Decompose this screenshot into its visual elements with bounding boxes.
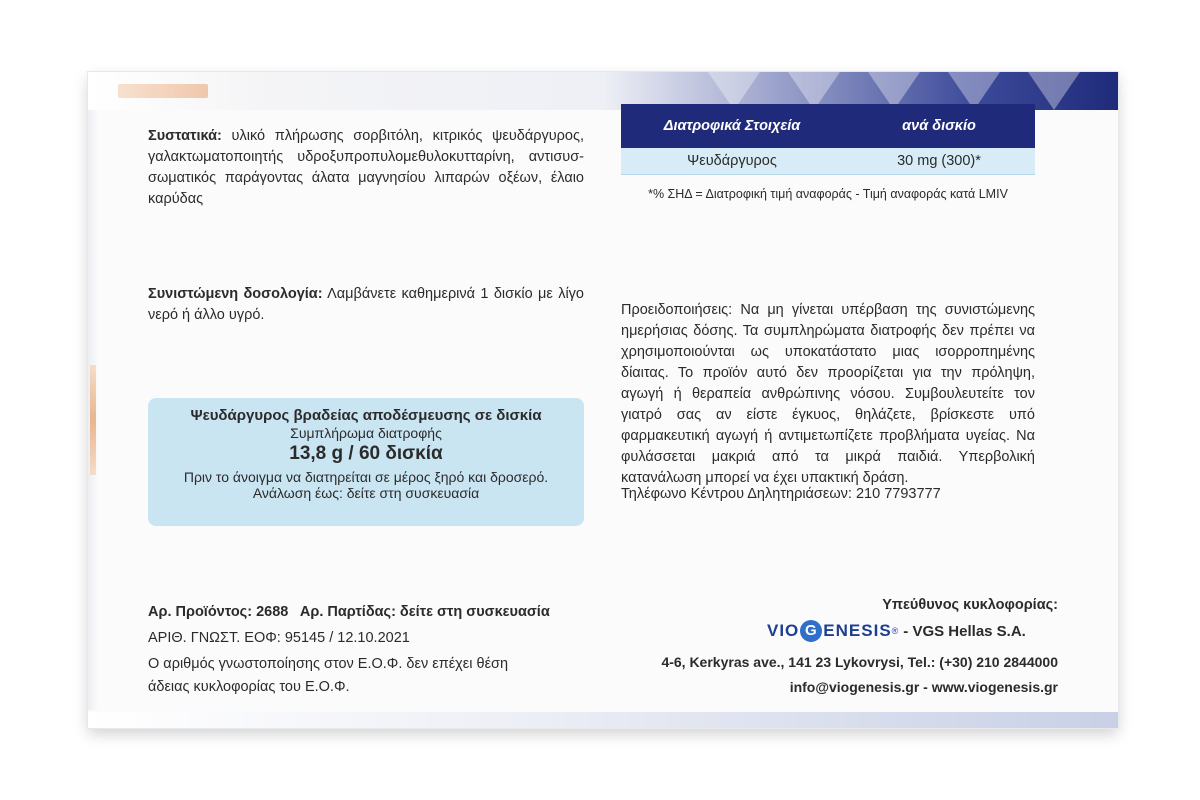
ingredients-block (148, 126, 584, 210)
package-bottom-edge (88, 712, 1118, 728)
warnings-text: Να μη γίνεται υπέρβαση της συνιστώμενης ημερήσιας δόσης. Τα συμπληρώματα διατροφής δεν πρέπει να χρησιμοποιούνται ως υποκατάστατο μιας ισορροπημένης δίαιτας. Το προϊόν αυτό δεν προορίζεται για την πρόληψη, αγωγή ή θεραπεία ανθρώπινης νόσου. Συμβουλευτείτε τον γιατρό σας αν είστε έγκυος, θηλάζετε, βρίσκεστε υπό φαρμακευτική αγωγή ή αντιμετωπίζετε προβλήματα υγείας. Να φυλάσσεται μακριά από τα μικρά παιδιά. Υπερβολική κατανάλωση μπορεί να έχει υπακτική δράση. (621, 302, 1036, 486)
ingredients-text: υλικό πλήρωσης σορβιτόλη, κιτρικός ψευδάργυρος, γαλακτωματοποιητής υδροξυπροπυλομεθυλοκυτταρίνη, αντισυσ-σωματικός παράγοντας άλατα μαγνησίου λιπαρών οξέων, έλαιο καρύδας (148, 128, 584, 207)
nutrition-row-value: 30 mg (300)* (897, 153, 981, 169)
eof-note-line2: άδειας κυκλοφορίας του Ε.Ο.Φ. (148, 679, 350, 695)
eof-number-line: ΑΡΙΘ. ΓΝΩΣΤ. ΕΟΦ: 95145 / 12.10.2021 (148, 630, 410, 646)
nutrition-row-name: Ψευδάργυρος (687, 153, 777, 169)
product-subtitle: Συμπλήρωμα διατροφής (290, 425, 442, 441)
nutrition-row (621, 148, 1035, 175)
dosage-text: Λαμβάνετε καθημερινά 1 δισκίο με λίγο νερό ή άλλο υγρό. (148, 286, 584, 323)
package-left-flap (88, 110, 98, 710)
logo-g-circle-icon: G (800, 620, 822, 642)
eof-note-line1: Ο αριθμός γνωστοποίησης στον Ε.Ο.Φ. δεν επέχει θέση (148, 656, 509, 672)
product-title: Ψευδάργυρος βραδείας αποδέσμευσης σε δισκία (190, 407, 542, 424)
nutrition-col2: ανά δισκίο (902, 118, 976, 134)
dosage-label: Συνιστώμενη δοσολογία: (148, 286, 323, 302)
nutrition-footnote: *% ΣΗΔ = Διατροφική τιμή αναφοράς - Τιμή αναφοράς κατά LMIV (648, 187, 1008, 201)
distributor-address: 4-6, Kerkyras ave., 141 23 Lykovrysi, Tel.: (+30) 210 2844000 (661, 654, 1058, 670)
distributor-contact: info@viogenesis.gr - www.viogenesis.gr (789, 679, 1058, 695)
orange-print-mark (118, 84, 208, 98)
expiry-text: Ανάλωση έως: δείτε στη συσκευασία (252, 485, 480, 501)
warnings-label: Προειδοποιήσεις: (621, 302, 733, 318)
viogenesis-logo: VIO G ENESIS ® - VGS Hellas S.A. (767, 621, 1026, 640)
ingredients-label: Συστατικά: (148, 128, 222, 144)
company-name: - VGS Hellas S.A. (903, 622, 1026, 640)
distributor-label: Υπεύθυνος κυκλοφορίας: (882, 597, 1058, 613)
poison-center-phone: Τηλέφωνο Κέντρου Δηλητηριάσεων: 210 7793777 (621, 486, 941, 502)
dosage-block (148, 284, 584, 326)
nutrition-col1: Διατροφικά Στοιχεία (663, 118, 801, 134)
storage-text: Πριν το άνοιγμα να διατηρείται σε μέρος ξηρό και δροσερό. (183, 469, 549, 485)
nutrition-header (621, 104, 1035, 148)
product-quantity: 13,8 g / 60 δισκία (289, 443, 443, 464)
warnings-block (621, 300, 1035, 489)
product-number-line: Αρ. Προϊόντος: 2688 Αρ. Παρτίδας: δείτε στη συσκευασία (148, 604, 550, 620)
product-info-box (148, 398, 584, 526)
nutrition-table (621, 104, 1035, 201)
